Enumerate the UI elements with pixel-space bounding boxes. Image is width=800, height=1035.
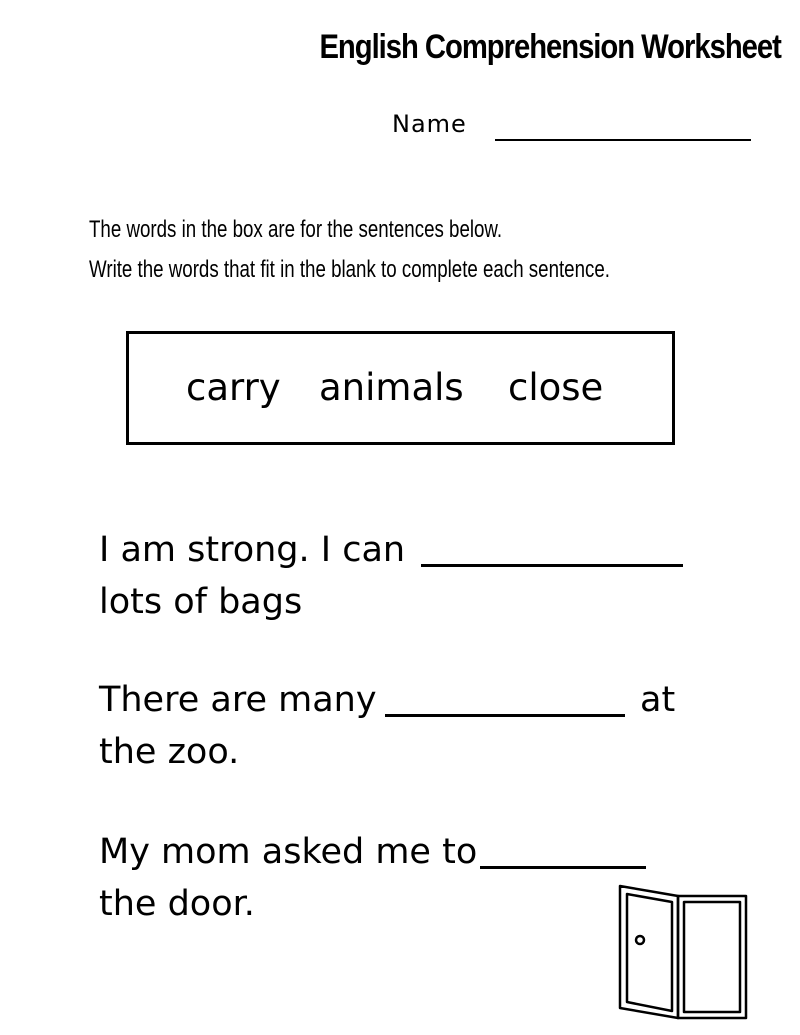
word-bank-item: animals (319, 366, 464, 409)
sentence-line (99, 726, 377, 778)
sentence-text: the zoo. (99, 732, 240, 772)
sentence-text: the door. (99, 884, 255, 924)
sentence-line (99, 878, 477, 930)
instructions (89, 210, 635, 290)
door-icon (618, 882, 750, 1022)
worksheet-title: English Comprehension Worksheet (319, 28, 781, 66)
sentence-text: lots of bags (99, 582, 303, 622)
instruction-line: Write the words that fit in the blank to complete each sentence. (89, 256, 610, 283)
name-blank-line[interactable] (495, 139, 751, 141)
name-label: Name (392, 110, 467, 138)
sentence-text: My mom asked me to (99, 832, 478, 872)
word-bank-item: close (508, 366, 604, 409)
sentence-3 (99, 826, 477, 930)
answer-blank[interactable] (421, 564, 683, 567)
word-bank-box (126, 331, 675, 445)
sentence-line (99, 674, 676, 726)
sentence-text: at (640, 680, 676, 720)
sentence-line (99, 524, 405, 576)
answer-blank[interactable] (385, 714, 625, 717)
sentence-line (99, 826, 477, 878)
sentence-2 (99, 674, 676, 778)
instruction-line: The words in the box are for the sentences below. (89, 216, 503, 243)
answer-blank[interactable] (480, 866, 646, 869)
sentence-text: There are many (99, 680, 377, 720)
sentence-1 (99, 524, 405, 628)
word-bank-item: carry (186, 366, 281, 409)
sentence-line (99, 576, 405, 628)
sentence-text: I am strong. I can (99, 530, 406, 570)
